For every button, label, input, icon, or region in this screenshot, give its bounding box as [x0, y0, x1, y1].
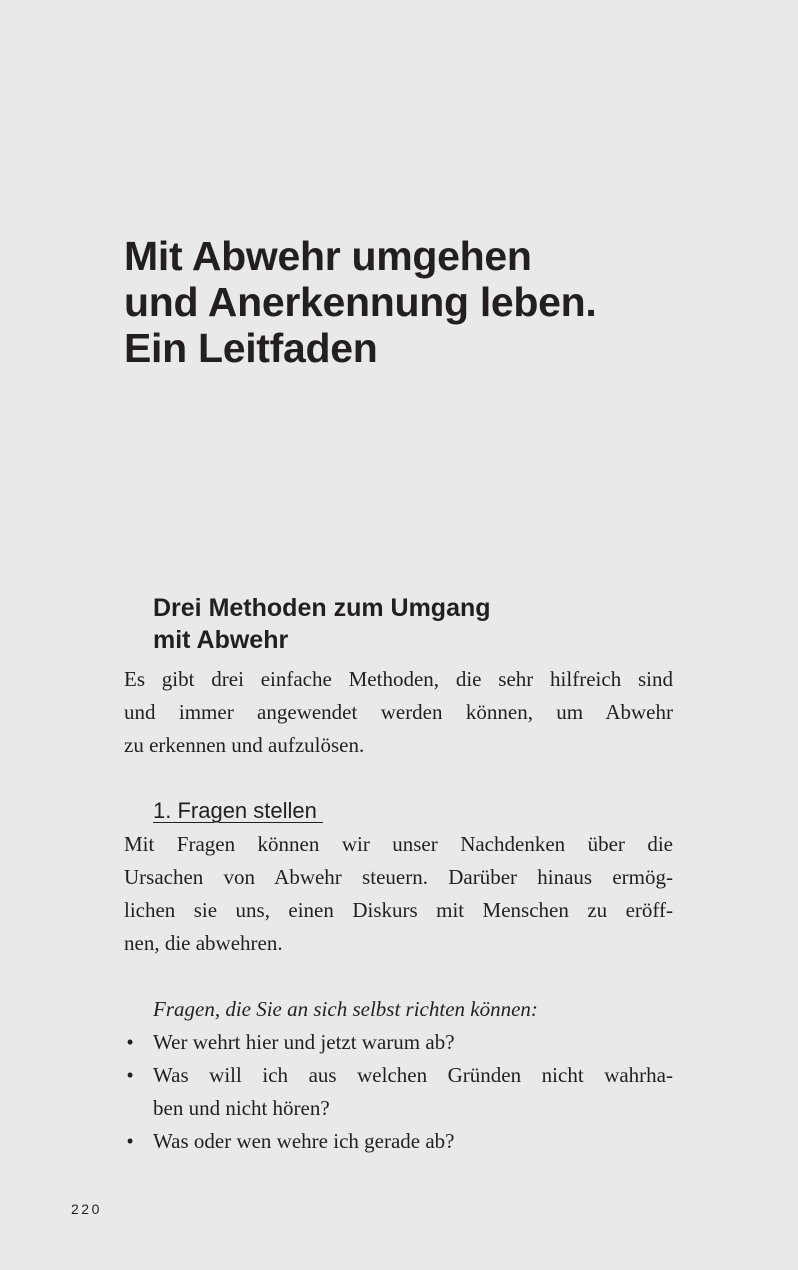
paragraph-line: zu erkennen und aufzulösen.	[124, 733, 365, 757]
subsection-heading: 1. Fragen stellen	[153, 798, 323, 823]
paragraph-line: Mit Fragen können wir unser Nachdenken über die	[124, 832, 673, 856]
list-item	[124, 1125, 673, 1158]
paragraph-line: und immer angewendet werden können, um Abwehr	[124, 700, 673, 724]
paragraph-line: nen, die abwehren.	[124, 931, 283, 955]
section-heading-line: mit Abwehr	[153, 626, 289, 654]
page-number: 220	[71, 1201, 102, 1217]
section-heading-line: Drei Methoden zum Umgang	[153, 594, 491, 622]
questions-paragraph	[124, 828, 673, 960]
paragraph-line: lichen sie uns, einen Diskurs mit Menschen zu eröff-	[124, 898, 673, 922]
paragraph-line: Ursachen von Abwehr steuern. Darüber hinaus ermög-	[124, 865, 673, 889]
chapter-title-line: und Anerkennung leben.	[124, 279, 597, 325]
list-item-text: Was oder wen wehre ich gerade ab?	[153, 1129, 455, 1153]
list-item-text: Wer wehrt hier und jetzt warum ab?	[153, 1030, 455, 1054]
intro-paragraph	[124, 663, 673, 762]
chapter-title	[124, 233, 704, 371]
bullet-icon: •	[126, 1063, 134, 1087]
paragraph-line: Es gibt drei einfache Methoden, die sehr hilfreich sind	[124, 667, 673, 691]
question-list	[124, 1026, 673, 1158]
chapter-title-line: Mit Abwehr umgehen	[124, 233, 532, 279]
list-item-text: Was will ich aus welchen Gründen nicht wahrha-	[153, 1063, 673, 1087]
chapter-title-line: Ein Leitfaden	[124, 325, 378, 371]
list-item	[124, 1059, 673, 1125]
list-item-text: ben und nicht hören?	[153, 1096, 330, 1120]
bullet-icon: •	[126, 1129, 134, 1153]
questions-intro: Fragen, die Sie an sich selbst richten können:	[153, 997, 538, 1021]
bullet-icon: •	[126, 1030, 134, 1054]
section-heading	[153, 592, 653, 656]
list-item	[124, 1026, 673, 1059]
